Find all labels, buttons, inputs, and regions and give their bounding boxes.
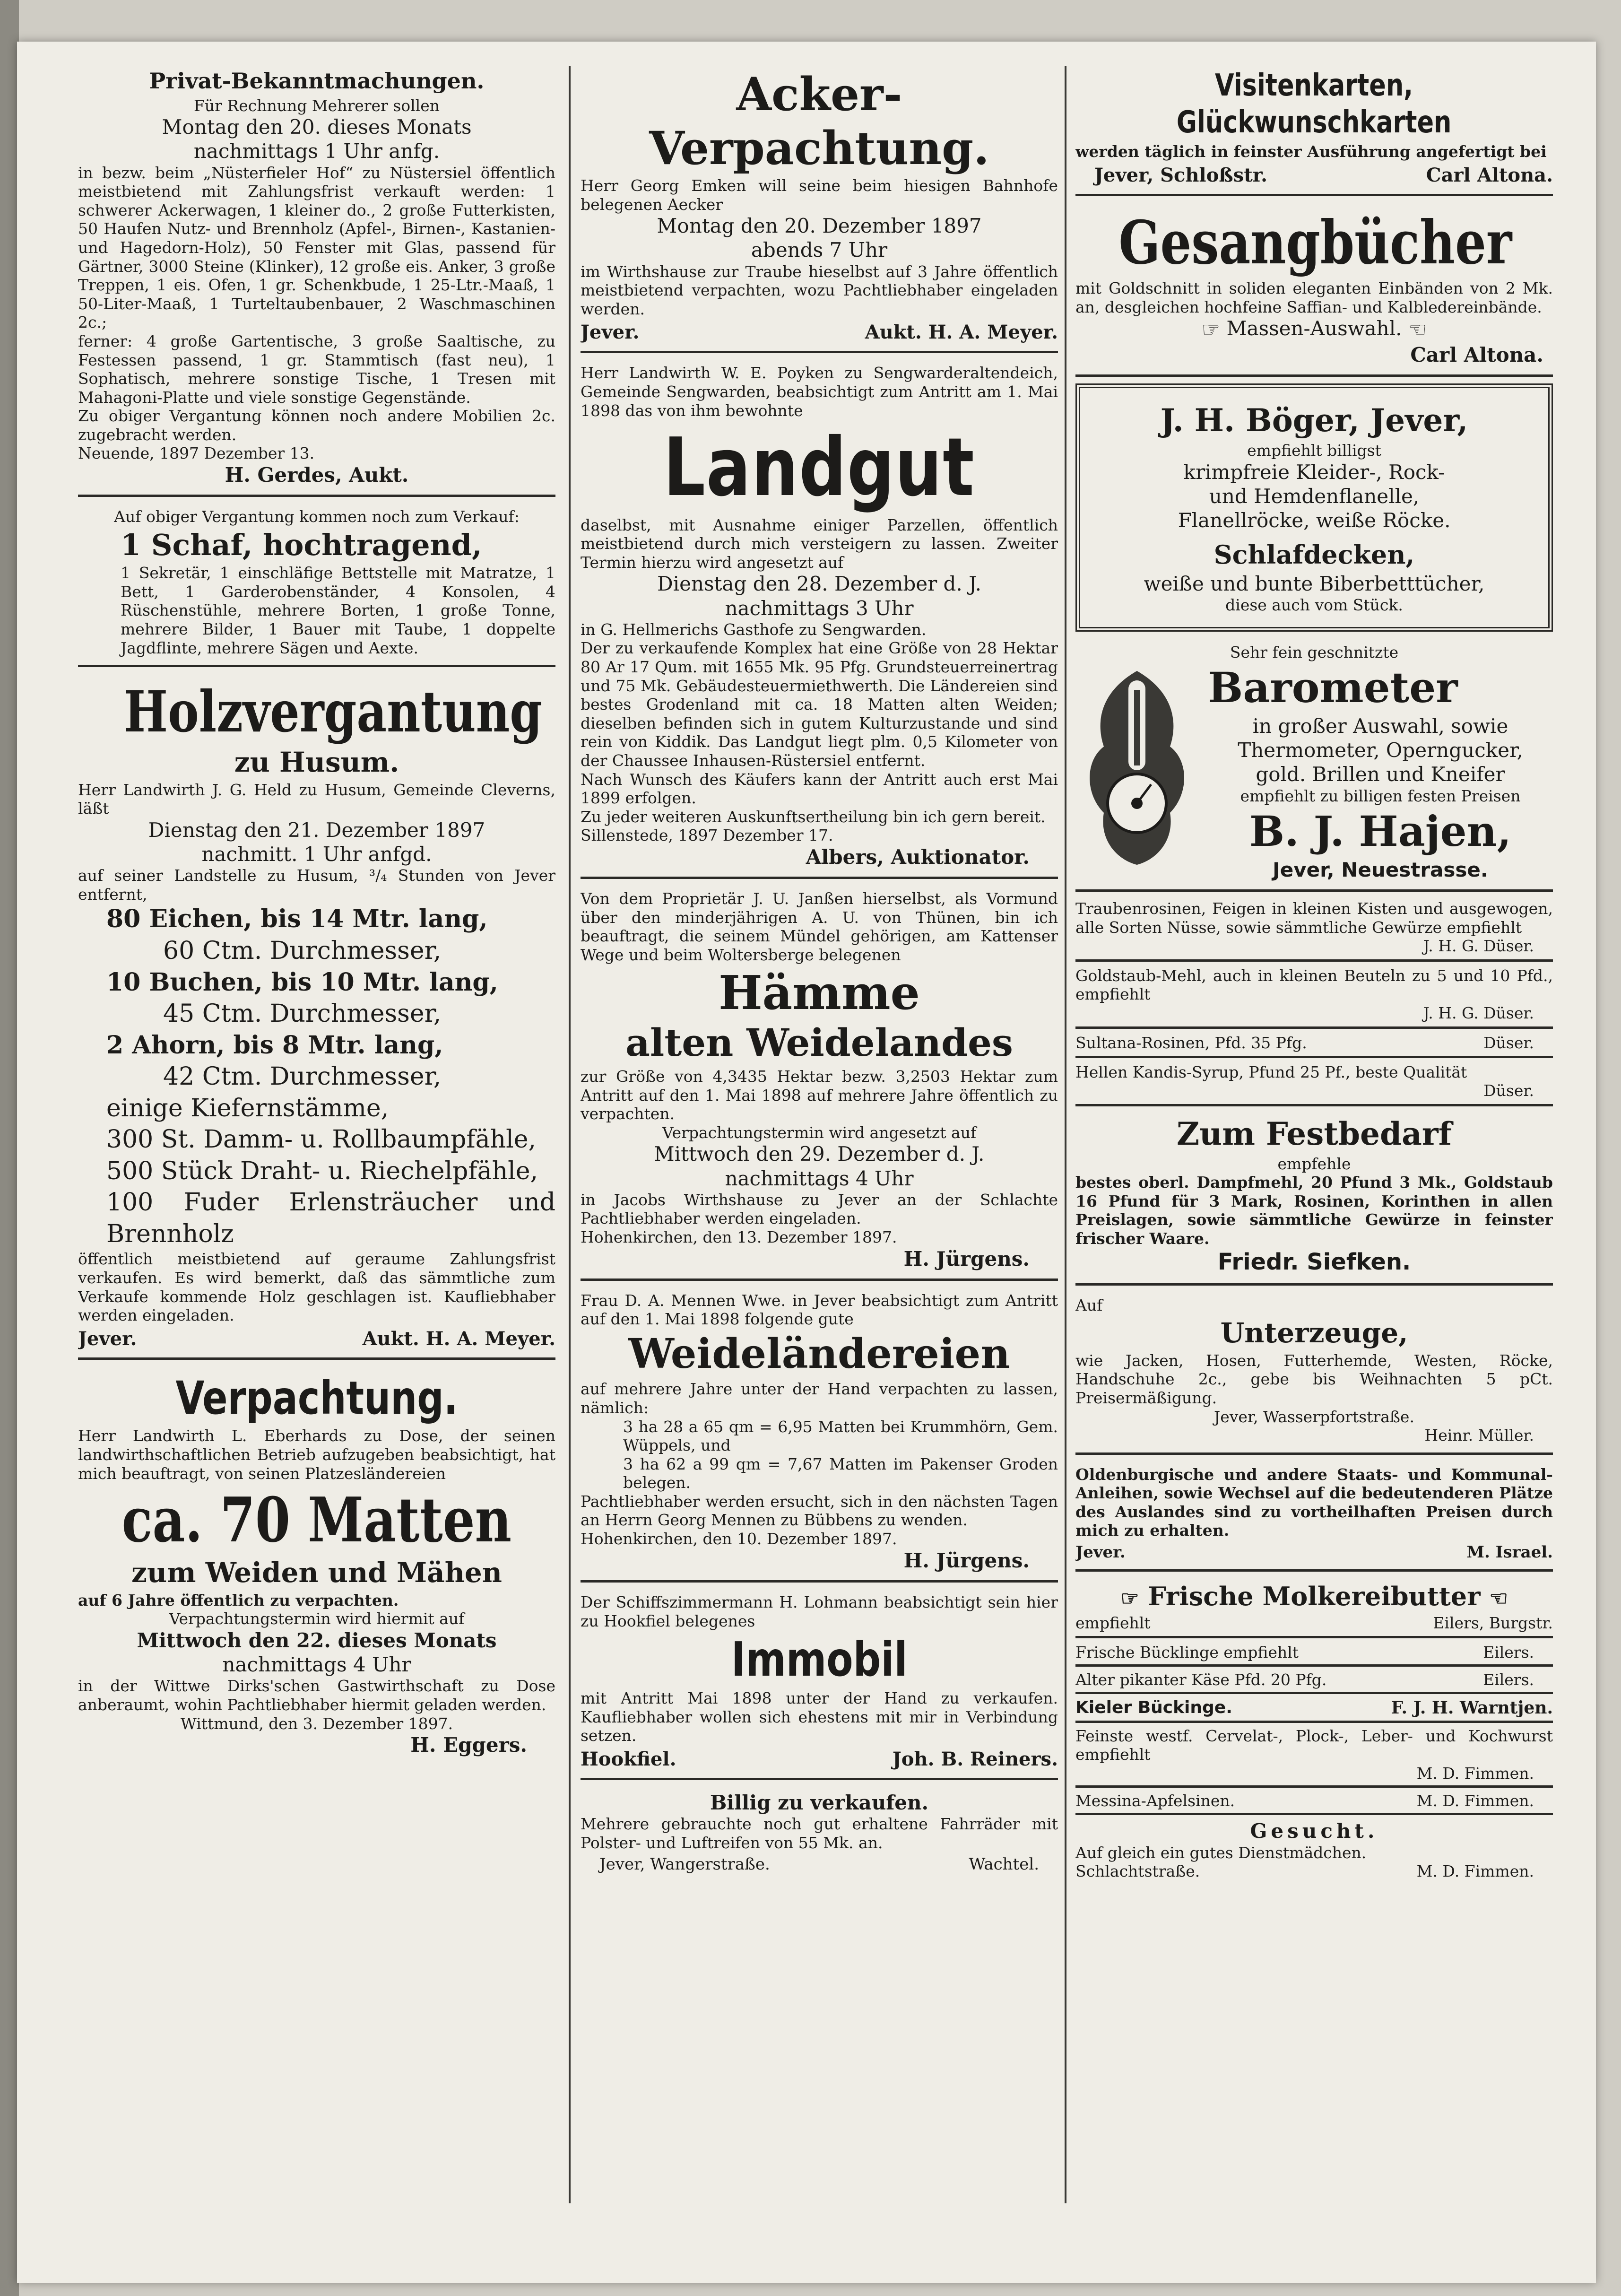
signature-name: Joh. B. Reiners.	[892, 1748, 1058, 1770]
ad-bonds	[1075, 1461, 1553, 1572]
ad-date: Mittwoch den 22. dieses Monats	[137, 1628, 497, 1652]
signature-name: M. Israel.	[1466, 1543, 1553, 1562]
ad-text: Kieler Bückinge.	[1075, 1697, 1232, 1717]
ad-estate-sale	[581, 359, 1058, 879]
ad-list-item: 3 ha 28 a 65 qm = 6,95 Matten bei Krummhörn, Gem. Wüppels, und	[623, 1417, 1058, 1455]
ad-line: Thermometer, Operngucker,	[1238, 739, 1523, 762]
ad-line: weiße und bunte Biberbetttücher,	[1144, 572, 1485, 595]
ad-title: Hämme	[719, 965, 920, 1020]
ad-body: im Wirthshause zur Traube hieselbst auf 3 Jahre öffentlich meistbietend verpachten, wozu Pachtliebhaber eingeladen werden.	[581, 262, 1058, 318]
ad-pre: Sehr fein geschnitzte	[1230, 643, 1399, 661]
ad-title: Billig zu verkaufen.	[710, 1791, 929, 1814]
ad-festbedarf	[1075, 1109, 1553, 1286]
ad-goldstaub	[1075, 965, 1553, 1029]
signature-name: M. D. Fimmen.	[1416, 1792, 1534, 1810]
ad-body: Zu jeder weiteren Auskunftsertheilung bin ich gern bereit.	[581, 807, 1046, 826]
ad-text: empfiehlt	[1075, 1613, 1151, 1632]
ad-text: Sultana-Rosinen, Pfd. 35 Pfg.	[1075, 1033, 1307, 1052]
ad-line: diese auch vom Stück.	[1225, 596, 1403, 615]
ad-body: Traubenrosinen, Feigen in kleinen Kisten und ausgewogen, alle Sorten Nüsse, sowie sämmtliche Gewürze empfiehlt	[1075, 899, 1553, 937]
ad-date: Dienstag den 21. Dezember 1897	[148, 818, 485, 842]
ad-list-item: 3 ha 62 a 99 qm = 7,67 Matten im Pakenser Groden belegen.	[623, 1454, 1058, 1492]
ad-text: Frische Bücklinge empfiehlt	[1075, 1643, 1299, 1661]
ad-title-line	[1075, 1582, 1553, 1610]
ad-line: und Hemdenflanelle,	[1209, 485, 1420, 508]
book-spine	[0, 0, 19, 2296]
ad-body: Nach Wunsch des Käufers kann der Antritt auch erst Mai 1899 erfolgen.	[581, 770, 1058, 808]
signature-place: Hookfiel.	[581, 1748, 676, 1770]
ad-item: 100 Fuder Erlensträucher und Brennholz	[106, 1188, 555, 1248]
pointing-hand-icon: ☜	[1408, 318, 1427, 342]
signature-place: Jever.	[581, 321, 640, 344]
ad-underwear	[1075, 1291, 1553, 1455]
ad-headline: 1 Schaf, hochtragend,	[121, 527, 482, 562]
column-2	[581, 61, 1058, 1887]
ad-intro: Der Schiffszimmermann H. Lohmann beabsichtigt sein hier zu Hookfiel belegenes	[581, 1592, 1058, 1630]
ad-wanted	[1075, 1817, 1553, 1883]
ad-time: nachmittags 4 Uhr	[725, 1166, 914, 1190]
barometer-icon	[1075, 661, 1198, 870]
ad-buecklinge	[1075, 1641, 1553, 1667]
ad-intro: Herr Landwirth W. E. Poyken zu Sengwarderaltendeich, Gemeinde Sengwarden, beabsichtigt zum Antritt am 1. Mai 1898 das von ihm bewohnte	[581, 364, 1058, 420]
ad-pre: empfehle	[1277, 1154, 1351, 1173]
ad-lease-dose	[78, 1365, 555, 1765]
ad-title: Acker-	[736, 68, 902, 121]
ad-date: Montag den 20. Dezember 1897	[657, 214, 982, 238]
ad-title: alten Weidelandes	[625, 1020, 1013, 1065]
ad-body: ferner: 4 große Gartentische, 3 große Saaltische, zu Festessen passend, 1 gr. Stammtisch (fast neu), 1 Sophatisch, mehrere sonstige Tische, 1 Tresen mit Mahagoni-Platte und viele sonstige Gegenstände.	[78, 331, 555, 407]
ad-body: mit Antritt Mai 1898 unter der Hand zu verkaufen. Kaufliebhaber wollen sich ehestens mit mir in Verbindung setzen.	[581, 1689, 1058, 1745]
ad-signature	[581, 1855, 1058, 1874]
ad-signature	[1075, 1543, 1553, 1562]
ad-title: Verpachtung.	[649, 121, 989, 175]
ad-signature: Carl Altona.	[1410, 343, 1543, 367]
ad-private-notices	[78, 61, 555, 497]
ad-title: Weideländereien	[628, 1330, 1010, 1378]
ad-subtitle: zu Husum.	[234, 746, 399, 778]
ad-bicycles	[581, 1786, 1058, 1881]
ad-time: nachmitt. 1 Uhr anfgd.	[201, 843, 432, 866]
ad-kieler	[1075, 1696, 1553, 1723]
ad-title: Glückwunschkarten	[1177, 104, 1452, 140]
ad-body: mit Goldschnitt in soliden eleganten Einbänden von 2 Mk. an, desgleichen hochfeine Saffian- und Kalbledereinbände.	[1075, 279, 1553, 316]
ad-body: wie Jacken, Hosen, Futterhemde, Westen, Röcke, Handschuhe 2c., gebe bis Weihnachten 5 pCt. Preisermäßigung.	[1075, 1351, 1553, 1407]
ad-additional-items	[78, 503, 555, 667]
ad-line: Flanellröcke, weiße Röcke.	[1178, 509, 1451, 532]
ad-line: gold. Brillen und Kneifer	[1256, 763, 1505, 786]
ad-item: 80 Eichen, bis 14 Mtr. lang,	[106, 904, 488, 934]
signature-name: M. D. Fimmen.	[1416, 1862, 1534, 1881]
ad-line: in großer Auswahl, sowie	[1252, 714, 1508, 738]
signature-name: Wachtel.	[969, 1855, 1039, 1874]
ad-intro: Herr Georg Emken will seine beim hiesigen Bahnhofe belegenen Aecker	[581, 176, 1058, 214]
signature-name: F. J. H. Warntjen.	[1391, 1697, 1553, 1718]
ad-item: 500 Stück Draht- u. Riechelpfähle,	[106, 1157, 538, 1185]
ad-title: Gesangbücher	[1118, 207, 1512, 278]
ad-headline: Immobil	[731, 1632, 908, 1687]
ad-intro: Für Rechnung Mehrerer sollen	[193, 96, 440, 115]
ad-body: Oldenburgische und andere Staats- und Kommunal-Anleihen, sowie Wechsel auf die bedeutenderen Plätze des Auslandes sind zu vortheilhaften Preisen durch mich zu erhalten.	[1075, 1465, 1553, 1540]
ad-signature: Düser.	[1483, 1081, 1534, 1100]
pointing-hand-icon: ☞	[1201, 318, 1221, 342]
ad-body: zur Größe von 4,3435 Hektar bezw. 3,2503 Hektar zum Antritt auf den 1. Mai 1898 auf mehrere Jahre öffentlich zu verpachten.	[581, 1067, 1058, 1123]
ad-signature: H. Gerdes, Aukt.	[225, 463, 409, 487]
ad-wood-auction	[78, 673, 555, 1360]
ad-body: Der zu verkaufende Komplex hat eine Größe von 28 Hektar 80 Ar 17 Qum. mit 1655 Mk. 95 Pfg. Grundsteuerreinertrag und 75 Mk. Gebäudesteuermiethwerth. Die Ländereien sind bestes Grodenland mit ca. 18 Matten alten Weiden; dieselben befinden sich in gutem Kulturzustande und sind rein von Kiddik. Das Landgut liegt plm. 0,5 Kilometer von der Chaussee Inhausen-Rüstersiel entfernt.	[581, 639, 1058, 770]
ad-headline: ca. 70 Matten	[121, 1484, 512, 1557]
signature-name: Eilers.	[1483, 1643, 1534, 1661]
ad-date: Montag den 20. dieses Monats	[162, 115, 472, 139]
ad-hymnbooks	[1075, 202, 1553, 377]
ad-body: in der Wittwe Dirks'schen Gastwirthschaft zu Dose anberaumt, wohin Pachtliebhaber hiermit geladen werden.	[78, 1677, 555, 1714]
ad-meadow-lease	[581, 885, 1058, 1281]
ad-signature: H. Eggers.	[410, 1733, 527, 1757]
ad-line: krimpfreie Kleider-, Rock-	[1183, 460, 1445, 484]
signature-name: Carl Altona.	[1426, 164, 1553, 186]
ad-intro: Frau D. A. Mennen Wwe. in Jever beabsichtigt zum Antritt auf den 1. Mai 1898 folgende gute	[581, 1291, 1058, 1329]
ad-body: Pachtliebhaber werden ersucht, sich in den nächsten Tagen an Herrn Georg Mennen zu Bübbens zu wenden.	[581, 1492, 1058, 1530]
ad-body: öffentlich meistbietend auf geraume Zahlungsfrist verkaufen. Es wird bemerkt, daß das sämmtliche zum Verkaufe kommende Holz geschlagen ist. Kaufliebhaber werden eingeladen.	[78, 1250, 555, 1325]
barometer-block	[1075, 661, 1553, 882]
ad-title: Privat-Bekanntmachungen.	[149, 68, 485, 94]
ad-signature: Heinr. Müller.	[1424, 1426, 1534, 1445]
ad-visiting-cards	[1075, 61, 1553, 196]
ad-body: in bezw. beim „Nüsterfieler Hof“ zu Nüstersiel öffentlich meistbietend mit Zahlungsfrist verkauft werden: 1 schwerer Ackerwagen, 1 kleiner do., 2 große Futterkisten, 50 Haufen Nutz- und Brennholz (Apfel-, Birnen-, Kastanien- und Hagedorn-Holz), 50 Fenster mit Glas, passend für Gärtner, 3000 Steine (Klinker), 12 große eis. Anker, 3 große Treppen, 1 eis. Ofen, 1 gr. Schenkbude, 1 25-Ltr.-Maaß, 1 50-Liter-Maaß, 1 Turteltaubenbauer, 2 Waschmaschinen 2c.;	[78, 163, 555, 332]
signature-name: Aukt. H. A. Meyer.	[362, 1327, 555, 1350]
ad-sultanas	[1075, 1032, 1553, 1058]
ad-signature: J. H. G. Düser.	[1423, 937, 1534, 956]
ad-body: Mehrere gebrauchte noch gut erhaltene Fahrräder mit Polster- und Luftreifen von 55 Mk. an.	[581, 1815, 1058, 1852]
ad-body: Feinste westf. Cervelat-, Plock-, Leber- und Kochwurst empfiehlt	[1075, 1726, 1553, 1764]
ad-title: J. H. Böger, Jever,	[1160, 402, 1468, 439]
ad-signature	[78, 1328, 555, 1350]
ad-selection-text: Massen-Auswahl.	[1226, 317, 1402, 340]
ad-field-lease	[581, 61, 1058, 353]
ad-title: Barometer	[1208, 663, 1458, 713]
ad-signature	[581, 1748, 1058, 1770]
ad-signature: Albers, Auktionator.	[806, 845, 1030, 869]
signature-place: Jever.	[1075, 1543, 1126, 1562]
signature-place: Jever.	[78, 1327, 137, 1350]
ad-item: 10 Buchen, bis 10 Mtr. lang,	[106, 967, 498, 997]
signature-name: Eilers, Burgstr.	[1433, 1613, 1553, 1632]
ad-selection-line	[1075, 316, 1553, 343]
ad-item: 45 Ctm. Durchmesser,	[163, 1000, 442, 1028]
ad-merchant-name: B. J. Hajen,	[1249, 807, 1512, 856]
ad-title: Zum Festbedarf	[1176, 1115, 1452, 1152]
ad-date: Dienstag den 28. Dezember d. J.	[657, 572, 982, 596]
ad-place: auf seiner Landstelle zu Husum, ³/₄ Stunden von Jever entfernt,	[78, 866, 555, 904]
ad-signature: H. Jürgens.	[903, 1247, 1030, 1270]
ad-raisins	[1075, 897, 1553, 962]
signature-place: Jever, Schloßstr.	[1094, 164, 1267, 186]
ad-text: Alter pikanter Käse Pfd. 20 Pfg.	[1075, 1670, 1327, 1689]
ad-boeger-framed	[1075, 383, 1553, 632]
ad-signature	[1075, 1862, 1553, 1880]
ad-body: daselbst, mit Ausnahme einiger Parzellen, öffentlich meistbietend durch mich versteigern zu lassen. Zweiter Termin hierzu wird angesetzt auf	[581, 515, 1058, 572]
ad-butter	[1075, 1577, 1553, 1638]
ad-signature: J. H. G. Düser.	[1423, 1003, 1534, 1022]
ad-pasture-lease	[581, 1287, 1058, 1583]
ad-address: Jever, Wasserpfortstraße.	[1214, 1407, 1414, 1426]
column-rule-2	[1065, 66, 1066, 2203]
ad-body: Hellen Kandis-Syrup, Pfund 25 Pf., beste Qualität	[1075, 1062, 1467, 1081]
signature-name: Eilers.	[1483, 1670, 1534, 1689]
ad-time: abends 7 Uhr	[751, 238, 888, 262]
column-rule-1	[569, 66, 571, 2203]
ad-place-date: Neuende, 1897 Dezember 13.	[78, 444, 315, 463]
ad-item: 42 Ctm. Durchmesser,	[163, 1062, 442, 1091]
ad-intro: Herr Landwirth L. Eberhards zu Dose, der seinen landwirthschaftlichen Betrieb aufzugeben beabsichtigt, hat mich beauftragt, von seinen Platzesländereien	[78, 1426, 555, 1483]
ad-place-date: Sillenstede, 1897 Dezember 17.	[581, 826, 833, 845]
signature-place: Jever, Wangerstraße.	[599, 1855, 770, 1874]
ad-oranges	[1075, 1790, 1553, 1815]
ad-title: Unterzeuge,	[1220, 1316, 1408, 1349]
ad-title: Visitenkarten,	[1215, 68, 1413, 103]
ad-item: 60 Ctm. Durchmesser,	[163, 936, 442, 965]
ad-signature	[1075, 1614, 1553, 1632]
ad-title: Frische Molkereibutter	[1148, 1581, 1481, 1612]
ad-signature	[1075, 164, 1553, 186]
ad-line: empfiehlt zu billigen festen Preisen	[1240, 786, 1521, 805]
ad-body: Auf gleich ein gutes Dienstmädchen.	[1075, 1843, 1367, 1862]
ad-body: auf 6 Jahre öffentlich zu verpachten.	[78, 1591, 399, 1609]
column-3	[1075, 61, 1553, 1889]
ad-signature: H. Jürgens.	[903, 1548, 1030, 1572]
ad-item: 2 Ahorn, bis 8 Mtr. lang,	[106, 1030, 443, 1060]
ad-body: auf mehrere Jahre unter der Hand verpachten zu lassen, nämlich:	[581, 1380, 1058, 1417]
ad-body: Verpachtungstermin wird hiermit auf	[169, 1609, 465, 1628]
signature-name: Aukt. H. A. Meyer.	[865, 321, 1058, 344]
ad-signature: M. D. Fimmen.	[1416, 1764, 1534, 1783]
ad-time: nachmittags 4 Uhr	[222, 1653, 411, 1677]
ad-text: Messina-Apfelsinen.	[1075, 1792, 1235, 1810]
ad-subtitle: zum Weiden und Mähen	[131, 1556, 502, 1589]
ad-intro: Auf obiger Vergantung kommen noch zum Verkauf:	[114, 507, 520, 526]
ad-body: in G. Hellmerichs Gasthofe zu Sengwarden.	[581, 620, 927, 639]
pointing-hand-icon: ☜	[1489, 1586, 1508, 1611]
ad-date: Mittwoch den 29. Dezember d. J.	[654, 1142, 985, 1166]
ad-syrup	[1075, 1061, 1553, 1106]
signature-place: Schlachtstraße.	[1075, 1862, 1200, 1881]
ad-cheese	[1075, 1669, 1553, 1694]
ad-title: Verpachtung.	[175, 1371, 458, 1425]
ad-body: Verpachtungstermin wird angesetzt auf	[662, 1123, 977, 1142]
ad-item: 300 St. Damm- u. Rollbaumpfähle,	[106, 1125, 537, 1154]
ad-body: bestes oberl. Dampfmehl, 20 Pfund 3 Mk., Goldstaub 16 Pfund für 3 Mark, Rosinen, Korinthen in allen Preislagen, sowie sämmtliche Gewürze in feinster frischer Waare.	[1075, 1173, 1553, 1248]
ad-body: werden täglich in feinster Ausführung angefertigt bei	[1075, 142, 1547, 161]
ad-intro: Herr Landwirth J. G. Held zu Husum, Gemeinde Cleverns, läßt	[78, 780, 555, 818]
ad-sausage	[1075, 1725, 1553, 1788]
ad-headline: Landgut	[663, 421, 975, 515]
ad-signature	[581, 321, 1058, 343]
ad-signature: Düser.	[1483, 1033, 1534, 1052]
column-1	[78, 61, 555, 1770]
ad-place-date: Hohenkirchen, den 13. Dezember 1897.	[581, 1228, 897, 1246]
ad-intro: Von dem Proprietär J. U. Janßen hierselbst, als Vormund über den minderjährigen A. U. von Thünen, bin ich beauftragt, die seinem Mündel gehörigen, am Kattenser Wege und beim Woltersberge belegenen	[581, 889, 1058, 965]
ad-body: in Jacobs Wirthshause zu Jever an der Schlachte Pachtliebhaber werden eingeladen.	[581, 1190, 1058, 1228]
ad-title: Gesucht.	[1250, 1819, 1378, 1843]
ad-place-date: Hohenkirchen, den 10. Dezember 1897.	[581, 1530, 897, 1548]
ad-time: nachmittags 3 Uhr	[725, 596, 914, 620]
ad-title: Holzvergantung	[124, 678, 543, 746]
ad-signature: Friedr. Siefken.	[1217, 1248, 1411, 1275]
ad-item: einige Kiefernstämme,	[106, 1094, 389, 1122]
ad-body: Goldstaub-Mehl, auch in kleinen Beuteln zu 5 und 10 Pfd., empfiehlt	[1075, 966, 1553, 1004]
ad-line: empfiehlt billigst	[1247, 441, 1381, 460]
ad-body: 1 Sekretär, 1 einschläfige Bettstelle mit Matratze, 1 Bett, 1 Garderobenständer, 4 Konsolen, 4 Rüschenstühle, mehrere Borten, 1 große Tonne, mehrere Bilder, 1 Bauer mit Taube, 1 doppelte Jagdflinte, mehrere Sägen und Aexte.	[121, 564, 555, 657]
ad-subtitle: Schlafdecken,	[1214, 539, 1415, 570]
ad-pre: Auf	[1075, 1296, 1103, 1315]
ad-place-date: Wittmund, den 3. Dezember 1897.	[180, 1714, 453, 1733]
ad-body: Zu obiger Vergantung können noch andere Mobilien 2c. zugebracht werden.	[78, 407, 555, 444]
ad-address: Jever, Neuestrasse.	[1273, 858, 1488, 881]
ad-barometer	[1075, 638, 1553, 892]
ad-time: nachmittags 1 Uhr anfg.	[193, 139, 440, 163]
ad-property-sale	[581, 1588, 1058, 1780]
pointing-hand-icon: ☞	[1120, 1586, 1139, 1611]
